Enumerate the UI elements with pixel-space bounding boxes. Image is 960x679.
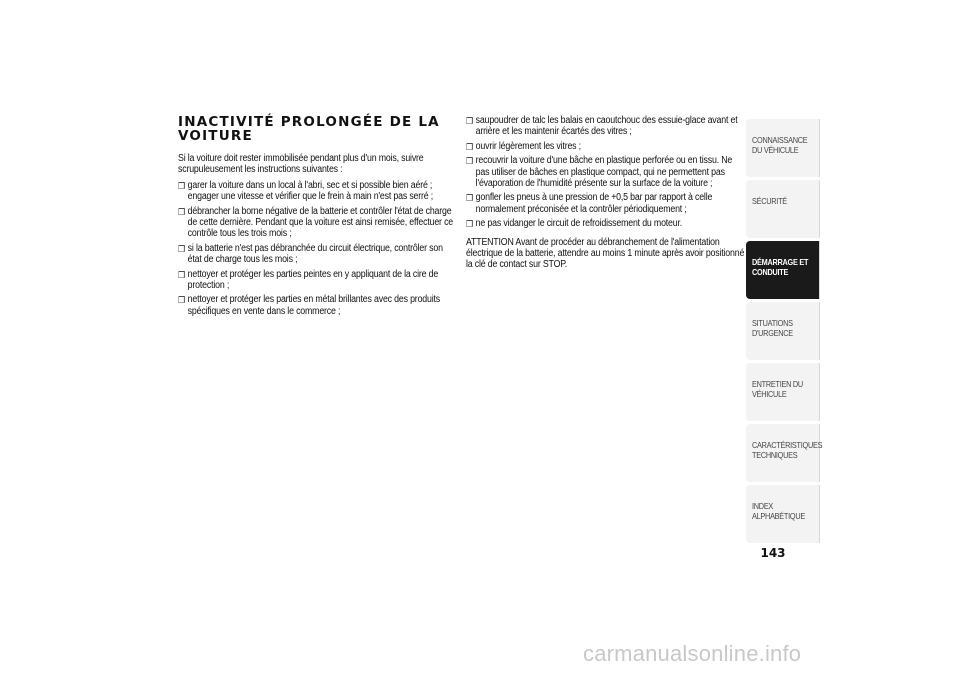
list-item: ❒ recouvrir la voiture d'une bâche en plastique perforée ou en tissu. Ne pas utiliser de bâches en plastique compact, qui ne permettent pas l'évaporation de l'humidité présente sur la surface de la voiture ;: [466, 155, 733, 190]
right-bullet-list: [466, 115, 745, 230]
list-item: ❒ nettoyer et protéger les parties en métal brillantes avec des produits spécifiques en vente dans le commerce ;: [178, 294, 440, 317]
left-column: [178, 115, 456, 320]
attention-note: ATTENTION Avant de procéder au débranchement de l'alimentation électrique de la batterie, attendre au moins 1 minute après avoir positionné la clé de contact sur STOP.: [466, 236, 745, 271]
checkbox-bullet-icon: ❒: [178, 243, 185, 254]
checkbox-bullet-icon: ❒: [466, 219, 473, 230]
chapter-tabs: [746, 119, 823, 546]
tab-label: ENTRETIEN DU VÉHICULE: [752, 379, 803, 399]
list-item: ❒ ouvrir légèrement les vitres ;: [466, 140, 581, 152]
tab-label: CONNAISSANCE DU VÉHICULE: [752, 135, 808, 155]
list-item: ❒ si la batterie n'est pas débranchée du circuit électrique, contrôler son état de charge tous les mois ;: [178, 242, 443, 266]
list-item: ❒ saupoudrer de talc les balais en caoutchouc des essuie-glace avant et arrière et les maintenir écartés des vitres ;: [466, 115, 738, 138]
left-bullet-list: [178, 180, 457, 317]
checkbox-bullet-icon: ❒: [178, 295, 185, 306]
checkbox-bullet-icon: ❒: [178, 206, 185, 217]
section-title: INACTIVITÉ PROLONGÉE DE LA VOITURE: [178, 114, 440, 144]
tab-label: DÉMARRAGE ET CONDUITE: [752, 257, 809, 277]
watermark: carmanualsonline.info: [583, 641, 802, 666]
list-item: ❒ gonfler les pneus à une pression de +0,5 bar par rapport à celle normalement préconisée et la contrôler périodiquement ;: [466, 192, 713, 215]
intro-paragraph: Si la voiture doit rester immobilisée pendant plus d'un mois, suivre scrupuleusement les instructions suivantes :: [178, 153, 424, 176]
page-number: 143: [760, 546, 786, 560]
checkbox-bullet-icon: ❒: [466, 141, 473, 152]
list-item: ❒ garer la voiture dans un local à l'abri, sec et si possible bien aéré ; engager une vitesse et vérifier que le frein à main n'est pas serré ;: [178, 179, 434, 203]
tab-index-alphabetique[interactable]: [746, 485, 820, 543]
checkbox-bullet-icon: ❒: [466, 156, 473, 167]
tab-entretien-du-vehicule[interactable]: [746, 363, 820, 421]
list-item: ❒ nettoyer et protéger les parties peintes en y appliquant de la cire de protection ;: [178, 268, 439, 292]
checkbox-bullet-icon: ❒: [178, 180, 185, 191]
tab-label: CARACTÉRISTIQUES TECHNIQUES: [752, 440, 823, 460]
tab-situations-d-urgence[interactable]: [746, 302, 820, 360]
checkbox-bullet-icon: ❒: [466, 116, 473, 126]
checkbox-bullet-icon: ❒: [178, 269, 185, 280]
tab-label: SÉCURITÉ: [752, 196, 787, 206]
tab-caracteristiques-techniques[interactable]: [746, 424, 823, 482]
tab-demarrage-et-conduite[interactable]: [746, 241, 820, 299]
tab-securite[interactable]: [746, 180, 820, 238]
list-item: ❒ ne pas vidanger le circuit de refroidissement du moteur.: [466, 218, 683, 230]
tab-label: SITUATIONS D'URGENCE: [752, 318, 793, 338]
right-column: [466, 115, 744, 281]
tab-connaissance-du-vehicule[interactable]: [746, 119, 820, 177]
checkbox-bullet-icon: ❒: [466, 193, 473, 204]
list-item: ❒ débrancher la borne négative de la batterie et contrôler l'état de charge de cette dernière. Pendant que la voiture est ainsi remisée, effectuer ce contrôle tous les trois mois ;: [178, 205, 454, 240]
tab-label: INDEX ALPHABÉTIQUE: [752, 501, 805, 521]
